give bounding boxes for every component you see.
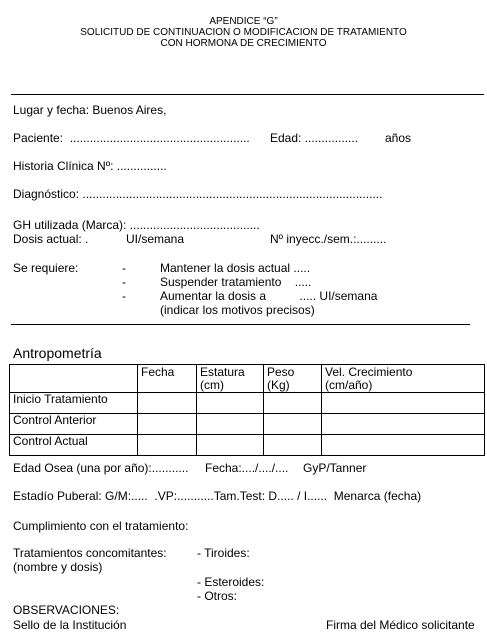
table-header-cell: Peso (Kg) — [264, 365, 322, 393]
estadio-puberal-label: Estadío Puberal: G/M:..... .VP:...........Tam.Test: D..... / I...... Menarca (fecha) — [13, 489, 422, 503]
option-suspender: Suspender tratamiento ..... — [160, 275, 312, 289]
form-subtitle: CON HORMONA DE CRECIMIENTO — [160, 38, 327, 49]
table-cell[interactable] — [322, 435, 485, 456]
top-divider — [11, 94, 484, 95]
table-cell[interactable] — [264, 414, 322, 435]
table-cell[interactable] — [264, 393, 322, 414]
options-note: (indicar los motivos precisos) — [160, 303, 315, 317]
table-cell[interactable] — [138, 435, 197, 456]
fecha-osea-label: Fecha:..../..../.... — [205, 461, 289, 475]
edad-osea-label: Edad Osea (una por año):........... — [13, 461, 189, 475]
middle-divider — [11, 324, 470, 325]
concomitantes-label: Tratamientos concomitantes: — [13, 546, 167, 560]
sello-institucion-label: Sello de la Institución — [13, 618, 127, 632]
table-row — [10, 414, 485, 435]
paciente-label: Paciente: ...................................................... — [13, 131, 250, 145]
ui-semana-label: UI/semana — [126, 232, 185, 246]
table-header-cell: Vel. Crecimiento (cm/año) — [322, 365, 485, 393]
cumplimiento-label: Cumplimiento con el tratamiento: — [13, 519, 189, 533]
table-header-cell: Estatura (cm) — [197, 365, 264, 393]
antropometria-table — [9, 364, 485, 456]
table-header-cell — [10, 365, 138, 393]
table-header-row — [10, 365, 485, 393]
row-label: Control Anterior — [10, 414, 138, 435]
dosis-actual-label: Dosis actual: . — [13, 232, 89, 246]
edad-label: Edad: ................ — [270, 131, 359, 145]
row-label: Control Actual — [10, 435, 138, 456]
lugar-fecha-label: Lugar y fecha: Buenos Aires, — [13, 103, 167, 117]
table-cell[interactable] — [264, 435, 322, 456]
historia-clinica-label: Historia Clínica Nº: ............... — [13, 159, 167, 173]
option-mantener: Mantener la dosis actual ..... — [160, 261, 311, 275]
option-dash: - — [122, 261, 126, 275]
table-cell[interactable] — [197, 435, 264, 456]
table-header-cell: Fecha — [138, 365, 197, 393]
anos-label: años — [385, 131, 412, 145]
gh-marca-label: GH utilizada (Marca): ....................................... — [13, 218, 260, 232]
se-requiere-label: Se requiere: — [13, 261, 79, 275]
option-aumentar: Aumentar la dosis a ..... UI/semana — [160, 289, 378, 303]
diagnostico-label: Diagnóstico: .......................................................................................... — [13, 187, 383, 201]
otros-label: - Otros: — [197, 589, 238, 603]
table-cell[interactable] — [138, 414, 197, 435]
table-cell[interactable] — [197, 414, 264, 435]
table-row — [10, 393, 485, 414]
antropometria-title: Antropometría — [13, 345, 102, 361]
table-cell[interactable] — [138, 393, 197, 414]
table-cell[interactable] — [197, 393, 264, 414]
form-title: SOLICITUD DE CONTINUACION O MODIFICACION DE TRATAMIENTO — [80, 27, 407, 38]
tiroides-label: - Tiroides: — [197, 546, 250, 560]
form-appendix-title: APENDICE “G” — [209, 16, 278, 27]
table-cell[interactable] — [322, 414, 485, 435]
option-dash: - — [122, 275, 126, 289]
nombre-dosis-label: (nombre y dosis) — [13, 560, 103, 574]
inyecciones-label: Nº inyecc./sem.:......... — [270, 232, 387, 246]
observaciones-label: OBSERVACIONES: — [13, 603, 120, 617]
table-row — [10, 435, 485, 456]
table-cell[interactable] — [322, 393, 485, 414]
option-dash: - — [122, 289, 126, 303]
gyp-tanner-label: GyP/Tanner — [303, 461, 367, 475]
row-label: Inicio Tratamiento — [10, 393, 138, 414]
firma-medico-label: Firma del Médico solicitante — [326, 618, 475, 632]
esteroides-label: - Esteroides: — [197, 575, 265, 589]
